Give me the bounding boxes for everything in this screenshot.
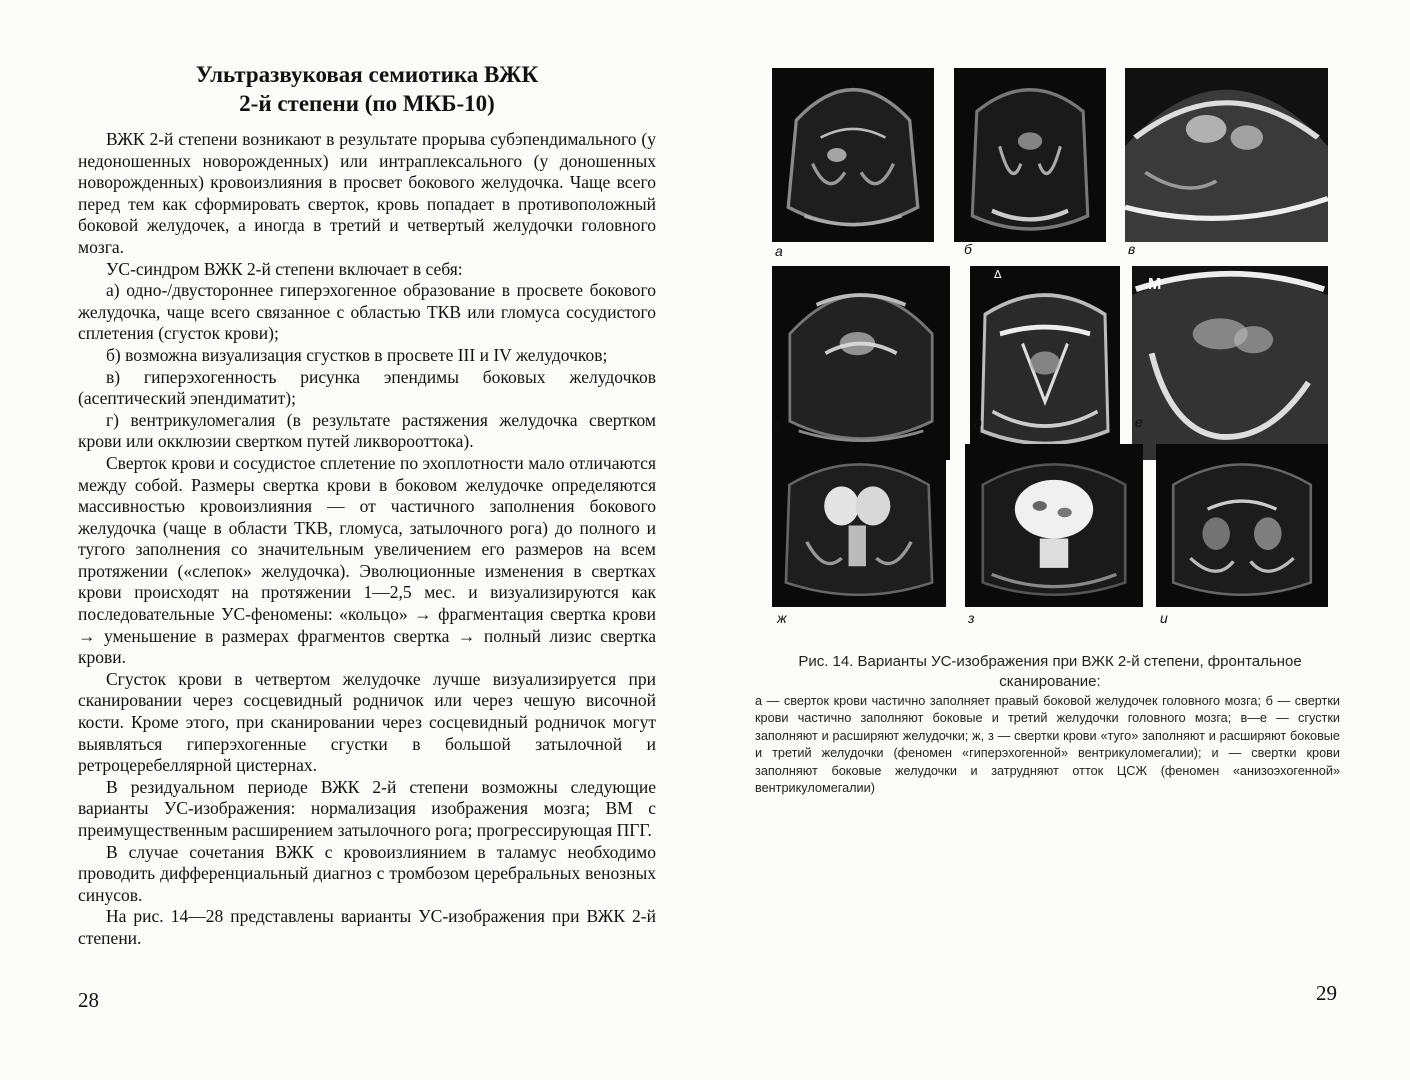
section-title — [78, 60, 656, 118]
paragraph: В случае сочетания ВЖК с кровоизлиянием в таламус необходимо проводить дифференциальный диагноз с тромбозом церебральных венозных синусов. — [78, 841, 656, 905]
figure-label-e: е — [1135, 414, 1143, 430]
ultrasound-image-d — [970, 266, 1120, 460]
figure-label-b: б — [964, 241, 972, 257]
paragraph: На рис. 14—28 представлены варианты УС-изображения при ВЖК 2-й степени. — [78, 906, 656, 948]
paragraph: ВЖК 2-й степени возникают в результате прорыва субэпендимального (у недоношенных новорожденных) или интраплексального (у доношенных новорожденных) кровоизлияния в просвет бокового желудочка. Чаще всего перед тем как сформировать сверток, кровь попадает в противоположный боковой желудочек, а иногда в третий и четвертый желудочки головного мозга. — [78, 129, 656, 257]
title-line-2: 2-й степени (по МКБ-10) — [239, 91, 495, 116]
ultrasound-image-i — [1156, 444, 1328, 607]
paragraph: УС-синдром ВЖК 2-й степени включает в себя: — [106, 258, 463, 279]
figure-label-d: д — [974, 416, 982, 432]
image-marker-m: M — [1148, 276, 1162, 293]
figure-caption-text: а — сверток крови частично заполняет правый боковой желудочек головного мозга; б — свертки крови частично заполняют боковые и третий желудочки головного мозга; в—е — сгустки заполняют и расширяют желудочки; ж, з — свертки крови «туго» заполняют и расширяют боковые и третий желудочки (феномен «гиперэхогенной» вентрикуломегалии); и — свертки крови заполняют боковые желудочки и затрудняют отток ЦСЖ (феномен «анизоэхогенной» вентрикуломегалии) — [755, 694, 1340, 796]
left-page — [78, 60, 656, 950]
title-line-1: Ультразвуковая семиотика ВЖК — [195, 62, 539, 87]
ultrasound-image-v — [1125, 68, 1328, 242]
ultrasound-image-z — [965, 444, 1143, 607]
figure-label-z: з — [968, 610, 975, 626]
list-item: б) возможна визуализация сгустков в просвете III и IV желудочков; — [106, 344, 608, 365]
list-item: в) гиперэхогенность рисунка эпендимы боковых желудочков (асептический эпендиматит); — [78, 366, 656, 409]
paragraph: В резидуальном периоде ВЖК 2-й степени возможны следующие варианты УС-изображения: нормализация изображения мозга; ВМ с преимущественным расширением затылочного рога; прогрессирующая ПГГ. — [78, 776, 656, 840]
paragraph: Сверток крови и сосудистое сплетение по эхоплотности мало отличаются между собой. Размеры свертка крови в боковом желудочке определяются массивностью кровоизлияния — от частичного заполнения бокового желудочка (чаще в области ТКВ, гломуса, затылочного рога) до полного и тугого заполнения со значительным увеличением его размеров на всем протяжении («слепок» желудочка). Эволюционные изменения в свертках крови происходят на протяжении 1—2,5 мес. и визуализируются как последовательные УС-феномены: «кольцо» → фрагментация свертка крови → уменьшение в размерах фрагментов свертка → полный лизис свертка крови. — [78, 452, 656, 668]
figure-label-v: в — [1128, 241, 1136, 257]
list-item: а) одно-/двустороннее гиперэхогенное образование в просвете бокового желудочка, чаще всего связанное с областью ТКВ или гломуса сосудистого сплетения (сгусток крови); — [78, 280, 656, 344]
page-number-left: 28 — [78, 988, 99, 1012]
image-marker-triangle: Δ — [994, 268, 1002, 281]
ultrasound-image-zh — [772, 444, 946, 607]
figure-label-i: и — [1160, 610, 1168, 626]
list-item: г) вентрикуломегалия (в результате растяжения желудочка свертком крови или окклюзии свертком путей ликворооттока). — [78, 409, 656, 452]
ultrasound-image-g — [772, 266, 950, 460]
paragraph: Сгусток крови в четвертом желудочке лучше визуализируется при сканировании через сосцевидный родничок или через чешую височной кости. Кроме этого, при сканировании через сосцевидный родничок могут выявляться гиперэхогенные сгустки в большой затылочной и ретроцеребеллярной цистернах. — [78, 668, 656, 776]
figure-label-zh: ж — [777, 610, 787, 626]
figure-caption-title: Рис. 14. Варианты УС-изображения при ВЖК 2-й степени, фронтальное сканирование: — [798, 653, 1302, 690]
ultrasound-image-b — [954, 68, 1106, 242]
ultrasound-image-a — [772, 68, 934, 242]
figure-label-g: г — [773, 416, 780, 432]
ultrasound-image-e — [1132, 266, 1328, 460]
figure-label-a: а — [775, 243, 783, 259]
page-number-right: 29 — [1316, 981, 1337, 1005]
